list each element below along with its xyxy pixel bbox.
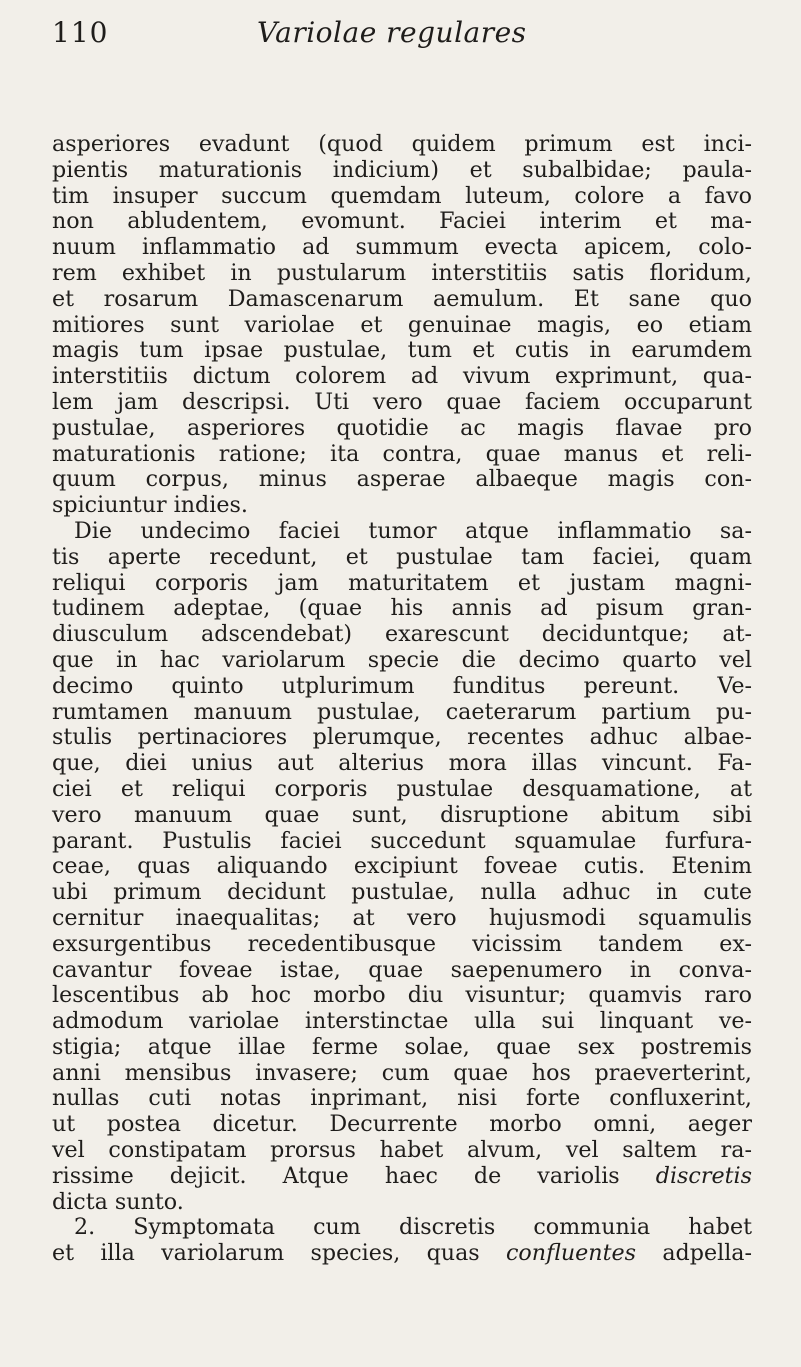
- text-line: asperiores evadunt (quod quidem primum est inci-: [52, 131, 752, 157]
- text-line: stigia; atque illae ferme solae, quae sex postremis: [52, 1033, 752, 1060]
- emphasized-term: confluentes: [506, 1240, 637, 1267]
- text-line: spiciuntur indies.: [52, 492, 248, 519]
- text-line: anni mensibus invasere; cum quae hos praeverterint,: [52, 1059, 752, 1086]
- text-line-with-emphasis: [52, 1241, 752, 1267]
- text-line: non abludentem, evomunt. Faciei interim et ma-: [52, 208, 752, 235]
- body-text: [52, 132, 752, 1267]
- text-line: que in hac variolarum specie die decimo quarto vel: [52, 646, 752, 673]
- page-number: 110: [52, 16, 109, 49]
- text-line: nuum inflammatio ad summum evecta apicem, colo-: [52, 234, 752, 261]
- text-line: ut postea dicetur. Decurrente morbo omni, aeger: [52, 1111, 752, 1138]
- emphasized-term: discretis: [655, 1162, 752, 1189]
- text-line: pustulae, asperiores quotidie ac magis flavae pro: [52, 414, 752, 441]
- text-line: vero manuum quae sunt, disruptione abitum sibi: [52, 801, 752, 828]
- text-line: quum corpus, minus asperae albaeque magis con-: [52, 466, 752, 493]
- text-line: exsurgentibus recedentibusque vicissim tandem ex-: [52, 930, 752, 957]
- text-line-with-emphasis: [52, 1164, 752, 1190]
- text-line: lescentibus ab hoc morbo diu visuntur; quamvis raro: [52, 982, 752, 1009]
- text-line: mitiores sunt variolae et genuinae magis, eo etiam: [52, 311, 752, 338]
- text-line: rem exhibet in pustularum interstitiis satis floridum,: [52, 259, 752, 286]
- text-line: admodum variolae interstinctae ulla sui linquant ve-: [52, 1008, 752, 1035]
- text-line: tudinem adeptae, (quae his annis ad pisum gran-: [52, 595, 752, 622]
- text-run: adpella-: [662, 1240, 753, 1267]
- text-line: maturationis ratione; ita contra, quae manus et reli-: [52, 440, 752, 467]
- text-line: et rosarum Damascenarum aemulum. Et sane quo: [52, 285, 752, 312]
- text-line: reliqui corporis jam maturitatem et justam magni-: [52, 569, 752, 596]
- text-line: Die undecimo faciei tumor atque inflammatio sa-: [74, 517, 752, 544]
- text-line: lem jam descripsi. Uti vero quae faciem occuparunt: [52, 388, 752, 415]
- text-line: diusculum adscendebat) exarescunt deciduntque; at-: [52, 621, 752, 648]
- text-line: dicta sunto.: [52, 1188, 184, 1215]
- text-line: vel constipatam prorsus habet alvum, vel saltem ra-: [52, 1137, 752, 1164]
- text-line: ubi primum decidunt pustulae, nulla adhuc in cute: [52, 879, 752, 906]
- text-line: cernitur inaequalitas; at vero hujusmodi squamulis: [52, 904, 752, 931]
- text-line: 2. Symptomata cum discretis communia habet: [74, 1214, 752, 1241]
- text-line: que, diei unius aut alterius mora illas vincunt. Fa-: [52, 750, 752, 777]
- text-line: ciei et reliqui corporis pustulae desquamatione, at: [52, 775, 752, 802]
- text-run: et illa variolarum species, quas: [52, 1240, 480, 1267]
- text-line: decimo quinto utplurimum funditus pereunt. Ve-: [52, 672, 752, 699]
- text-line: cavantur foveae istae, quae saepenumero in conva-: [52, 956, 752, 983]
- text-line: parant. Pustulis faciei succedunt squamulae furfura-: [52, 827, 752, 854]
- text-line: magis tum ipsae pustulae, tum et cutis in earumdem: [52, 337, 752, 364]
- text-line: pientis maturationis indicium) et subalbidae; paula-: [52, 156, 752, 183]
- text-line: tim insuper succum quemdam luteum, colore a favo: [52, 182, 752, 209]
- text-line: ceae, quas aliquando excipiunt foveae cutis. Etenim: [52, 853, 752, 880]
- text-line: interstitiis dictum colorem ad vivum exprimunt, qua-: [52, 363, 752, 390]
- text-line: rumtamen manuum pustulae, caeterarum partium pu-: [52, 698, 752, 725]
- text-line: tis aperte recedunt, et pustulae tam faciei, quam: [52, 543, 752, 570]
- running-head: Variolae regulares: [257, 16, 527, 49]
- page-header: [52, 16, 752, 64]
- text-line: nullas cuti notas inprimant, nisi forte confluxerint,: [52, 1085, 752, 1112]
- text-line: stulis pertinaciores plerumque, recentes adhuc albae-: [52, 724, 752, 751]
- text-run: rissime dejicit. Atque haec de variolis: [52, 1162, 620, 1189]
